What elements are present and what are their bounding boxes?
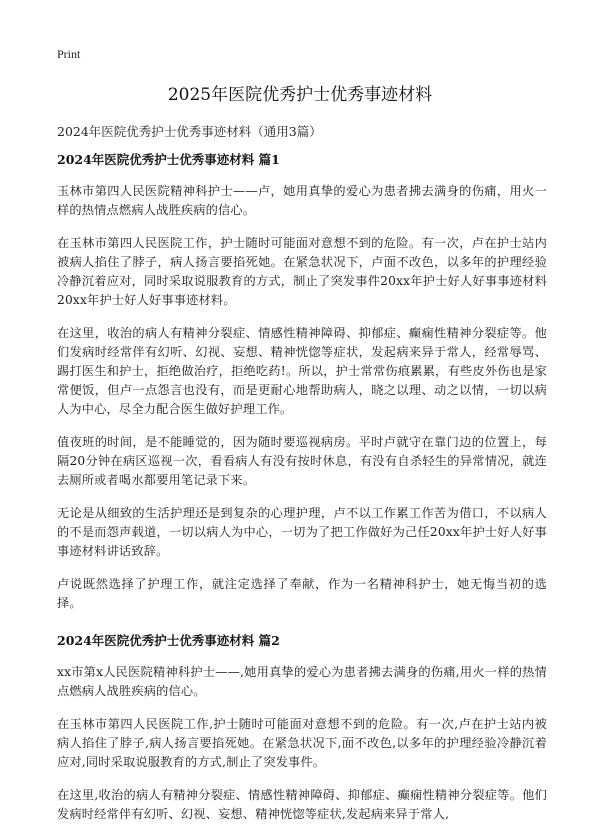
paragraph: 无论是从细致的生活护理还是到复杂的心理护理，卢不以工作累工作苦为借口，不以病人的不是而怨声载道，一切以病人为中心，一切为了把工作做好为己任20xx年护士好人好事事迹材料讲话致辞。: [57, 506, 547, 558]
section-heading: 2024年医院优秀护士优秀事迹材料 篇2: [57, 633, 280, 648]
document-subtitle: 2024年医院优秀护士优秀事迹材料（通用3篇）: [57, 124, 322, 139]
section-1: [57, 150, 547, 613]
paragraph: xx市第x人民医院精神科护士——,她用真挚的爱心为患者拂去满身的伤痛,用火一样的热情点燃病人战胜疾病的信心。: [57, 665, 547, 698]
paragraph: 值夜班的时间，是不能睡觉的，因为随时要巡视病房。平时卢就守在靠门边的位置上，每隔20分钟在病区巡视一次，看看病人有没有按时休息，有没有自杀轻生的异常情况，就连去厕所或者喝水都要用笔记录下来。: [57, 435, 547, 487]
document-body: [57, 150, 547, 838]
paragraph: 在玉林市第四人民医院工作，护士随时可能面对意想不到的危险。有一次，卢在护士站内被病人掐住了脖子，病人扬言要掐死她。在紧急状况下，卢面不改色，以多年的护理经验冷静沉着应对，同时采取说服教育的方式，制止了突发事件20xx年护士好人好事事迹材料20xx年护士好人好事事迹材料。: [57, 236, 547, 307]
section-heading: 2024年医院优秀护士优秀事迹材料 篇1: [57, 152, 280, 167]
paragraph: 在这里，收治的病人有精神分裂症、情感性精神障碍、抑郁症、癫痫性精神分裂症等。他们发病时经常伴有幻听、幻视、妄想、精神恍惚等症状，发起病来异于常人，经常辱骂、踢打医生和护士，拒绝做治疗，拒绝吃药!。所以，护士常常伤痕累累，有些皮外伤也是家常便饭，但卢一点怨言也没有，而是更耐心地帮助病人，晓之以理、动之以情，一切以病人为中心，尽全力配合医生做好护理工作。: [57, 326, 547, 416]
paragraph: 在这里,收治的病人有精神分裂症、情感性精神障碍、抑郁症、癫痫性精神分裂症等。他们发病时经常伴有幻听、幻视、妄想、精神恍惚等症状,发起病来异于常人,: [57, 788, 547, 821]
paragraph: 在玉林市第四人民医院工作,护士随时可能面对意想不到的危险。有一次,卢在护士站内被病人掐住了脖子,病人扬言要掐死她。在紧急状况下,面不改色,以多年的护理经验冷静沉着应对,同时采取说服教育的方式,制止了突发事件。: [57, 717, 547, 769]
page-title: 2025年医院优秀护士优秀事迹材料: [167, 85, 433, 105]
print-label: Print: [57, 47, 81, 61]
paragraph: 玉林市第四人民医院精神科护士——卢，她用真挚的爱心为患者拂去满身的伤痛，用火一样的热情点燃病人战胜疾病的信心。: [57, 184, 547, 217]
section-2: [57, 631, 547, 824]
paragraph: 卢说既然选择了护理工作，就注定选择了奉献，作为一名精神科护士，她无悔当初的选择。: [57, 577, 547, 610]
